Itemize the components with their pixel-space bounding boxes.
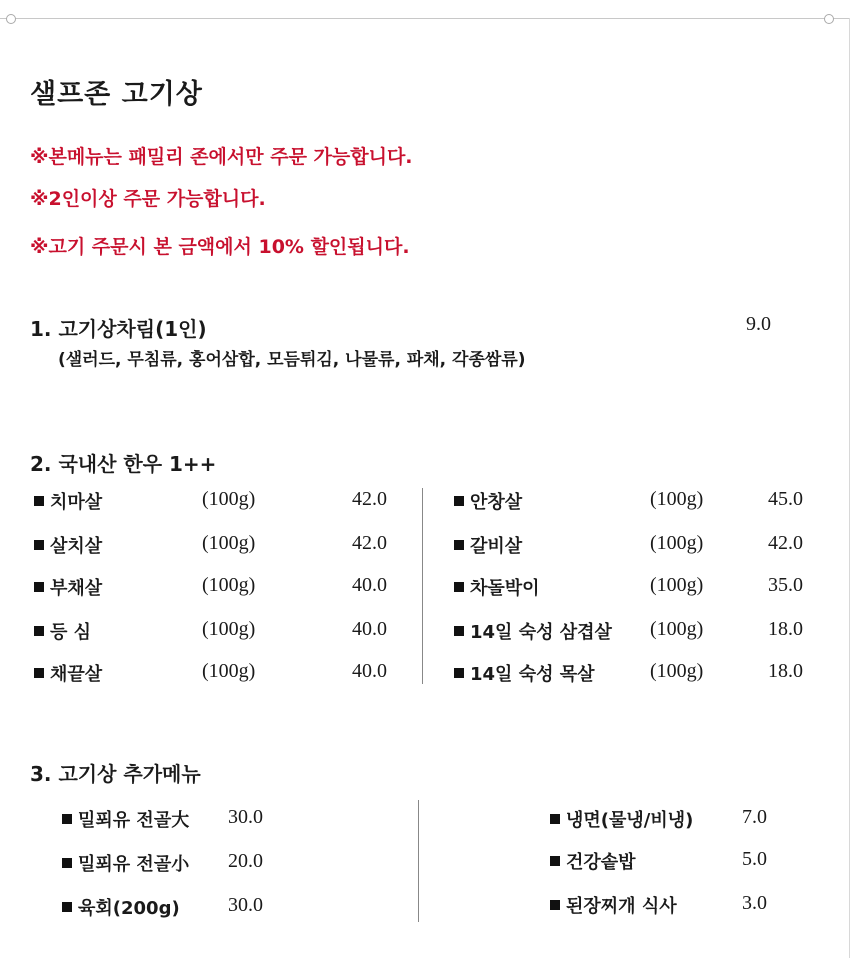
list-item: 치마살 (34, 488, 102, 514)
list-item: 부채살 (34, 574, 102, 600)
section1-detail: (샐러드, 무침류, 홍어삼합, 모듬튀김, 나물류, 파채, 각종쌈류) (58, 350, 526, 370)
item-price: 5.0 (742, 848, 767, 870)
bullet-square-icon (454, 582, 464, 592)
item-unit: (100g) (202, 660, 256, 682)
list-item: 된장찌개 식사 (550, 892, 677, 918)
item-price: 42.0 (352, 532, 387, 554)
list-item: 14일 숙성 삼겹살 (454, 618, 612, 644)
item-unit: (100g) (202, 574, 256, 596)
column-divider (418, 800, 419, 922)
list-item: 밀푀유 전골小 (62, 850, 189, 876)
item-unit: (100g) (650, 574, 704, 596)
menu-title: 샐프존 고기상 (30, 79, 203, 110)
section1-price: 9.0 (746, 313, 771, 335)
item-price: 45.0 (768, 488, 803, 510)
page-corner-marker-right (824, 14, 834, 24)
item-price: 7.0 (742, 806, 767, 828)
item-unit: (100g) (650, 660, 704, 682)
list-item: 냉면(물냉/비냉) (550, 806, 693, 832)
list-item: 14일 숙성 목살 (454, 660, 595, 686)
item-price: 40.0 (352, 660, 387, 682)
bullet-square-icon (34, 540, 44, 550)
list-item: 안창살 (454, 488, 522, 514)
item-price: 42.0 (352, 488, 387, 510)
list-item: 밀푀유 전골大 (62, 806, 189, 832)
bullet-square-icon (550, 814, 560, 824)
bullet-square-icon (454, 668, 464, 678)
item-unit: (100g) (202, 488, 256, 510)
bullet-square-icon (34, 582, 44, 592)
item-price: 30.0 (228, 894, 263, 916)
section2-heading: 2. 국내산 한우 1++ (30, 452, 217, 476)
list-item: 등 심 (34, 618, 91, 644)
list-item: 채끝살 (34, 660, 102, 686)
item-price: 40.0 (352, 574, 387, 596)
page-top-edge (0, 18, 850, 19)
item-unit: (100g) (650, 618, 704, 640)
bullet-square-icon (62, 858, 72, 868)
list-item: 살치살 (34, 532, 102, 558)
bullet-square-icon (550, 900, 560, 910)
item-unit: (100g) (650, 532, 704, 554)
bullet-square-icon (454, 496, 464, 506)
bullet-square-icon (34, 496, 44, 506)
page-corner-marker-left (6, 14, 16, 24)
item-unit: (100g) (650, 488, 704, 510)
item-price: 18.0 (768, 660, 803, 682)
bullet-square-icon (62, 814, 72, 824)
item-price: 20.0 (228, 850, 263, 872)
column-divider (422, 488, 423, 684)
list-item: 육회(200g) (62, 894, 180, 920)
bullet-square-icon (34, 626, 44, 636)
item-price: 30.0 (228, 806, 263, 828)
section1-heading: 1. 고기상차림(1인) (30, 317, 207, 341)
list-item: 갈비살 (454, 532, 522, 558)
item-price: 18.0 (768, 618, 803, 640)
notice-family-zone: ※본메뉴는 패밀리 존에서만 주문 가능합니다. (30, 146, 413, 168)
bullet-square-icon (34, 668, 44, 678)
bullet-square-icon (550, 856, 560, 866)
bullet-square-icon (454, 540, 464, 550)
item-unit: (100g) (202, 532, 256, 554)
list-item: 건강솥밥 (550, 848, 636, 874)
item-price: 3.0 (742, 892, 767, 914)
notice-discount: ※고기 주문시 본 금액에서 10% 할인됩니다. (30, 236, 410, 258)
item-unit: (100g) (202, 618, 256, 640)
item-price: 35.0 (768, 574, 803, 596)
bullet-square-icon (62, 902, 72, 912)
notice-min-two: ※2인이상 주문 가능합니다. (30, 188, 266, 210)
section3-heading: 3. 고기상 추가메뉴 (30, 762, 201, 786)
bullet-square-icon (454, 626, 464, 636)
list-item: 차돌박이 (454, 574, 540, 600)
item-price: 42.0 (768, 532, 803, 554)
item-price: 40.0 (352, 618, 387, 640)
